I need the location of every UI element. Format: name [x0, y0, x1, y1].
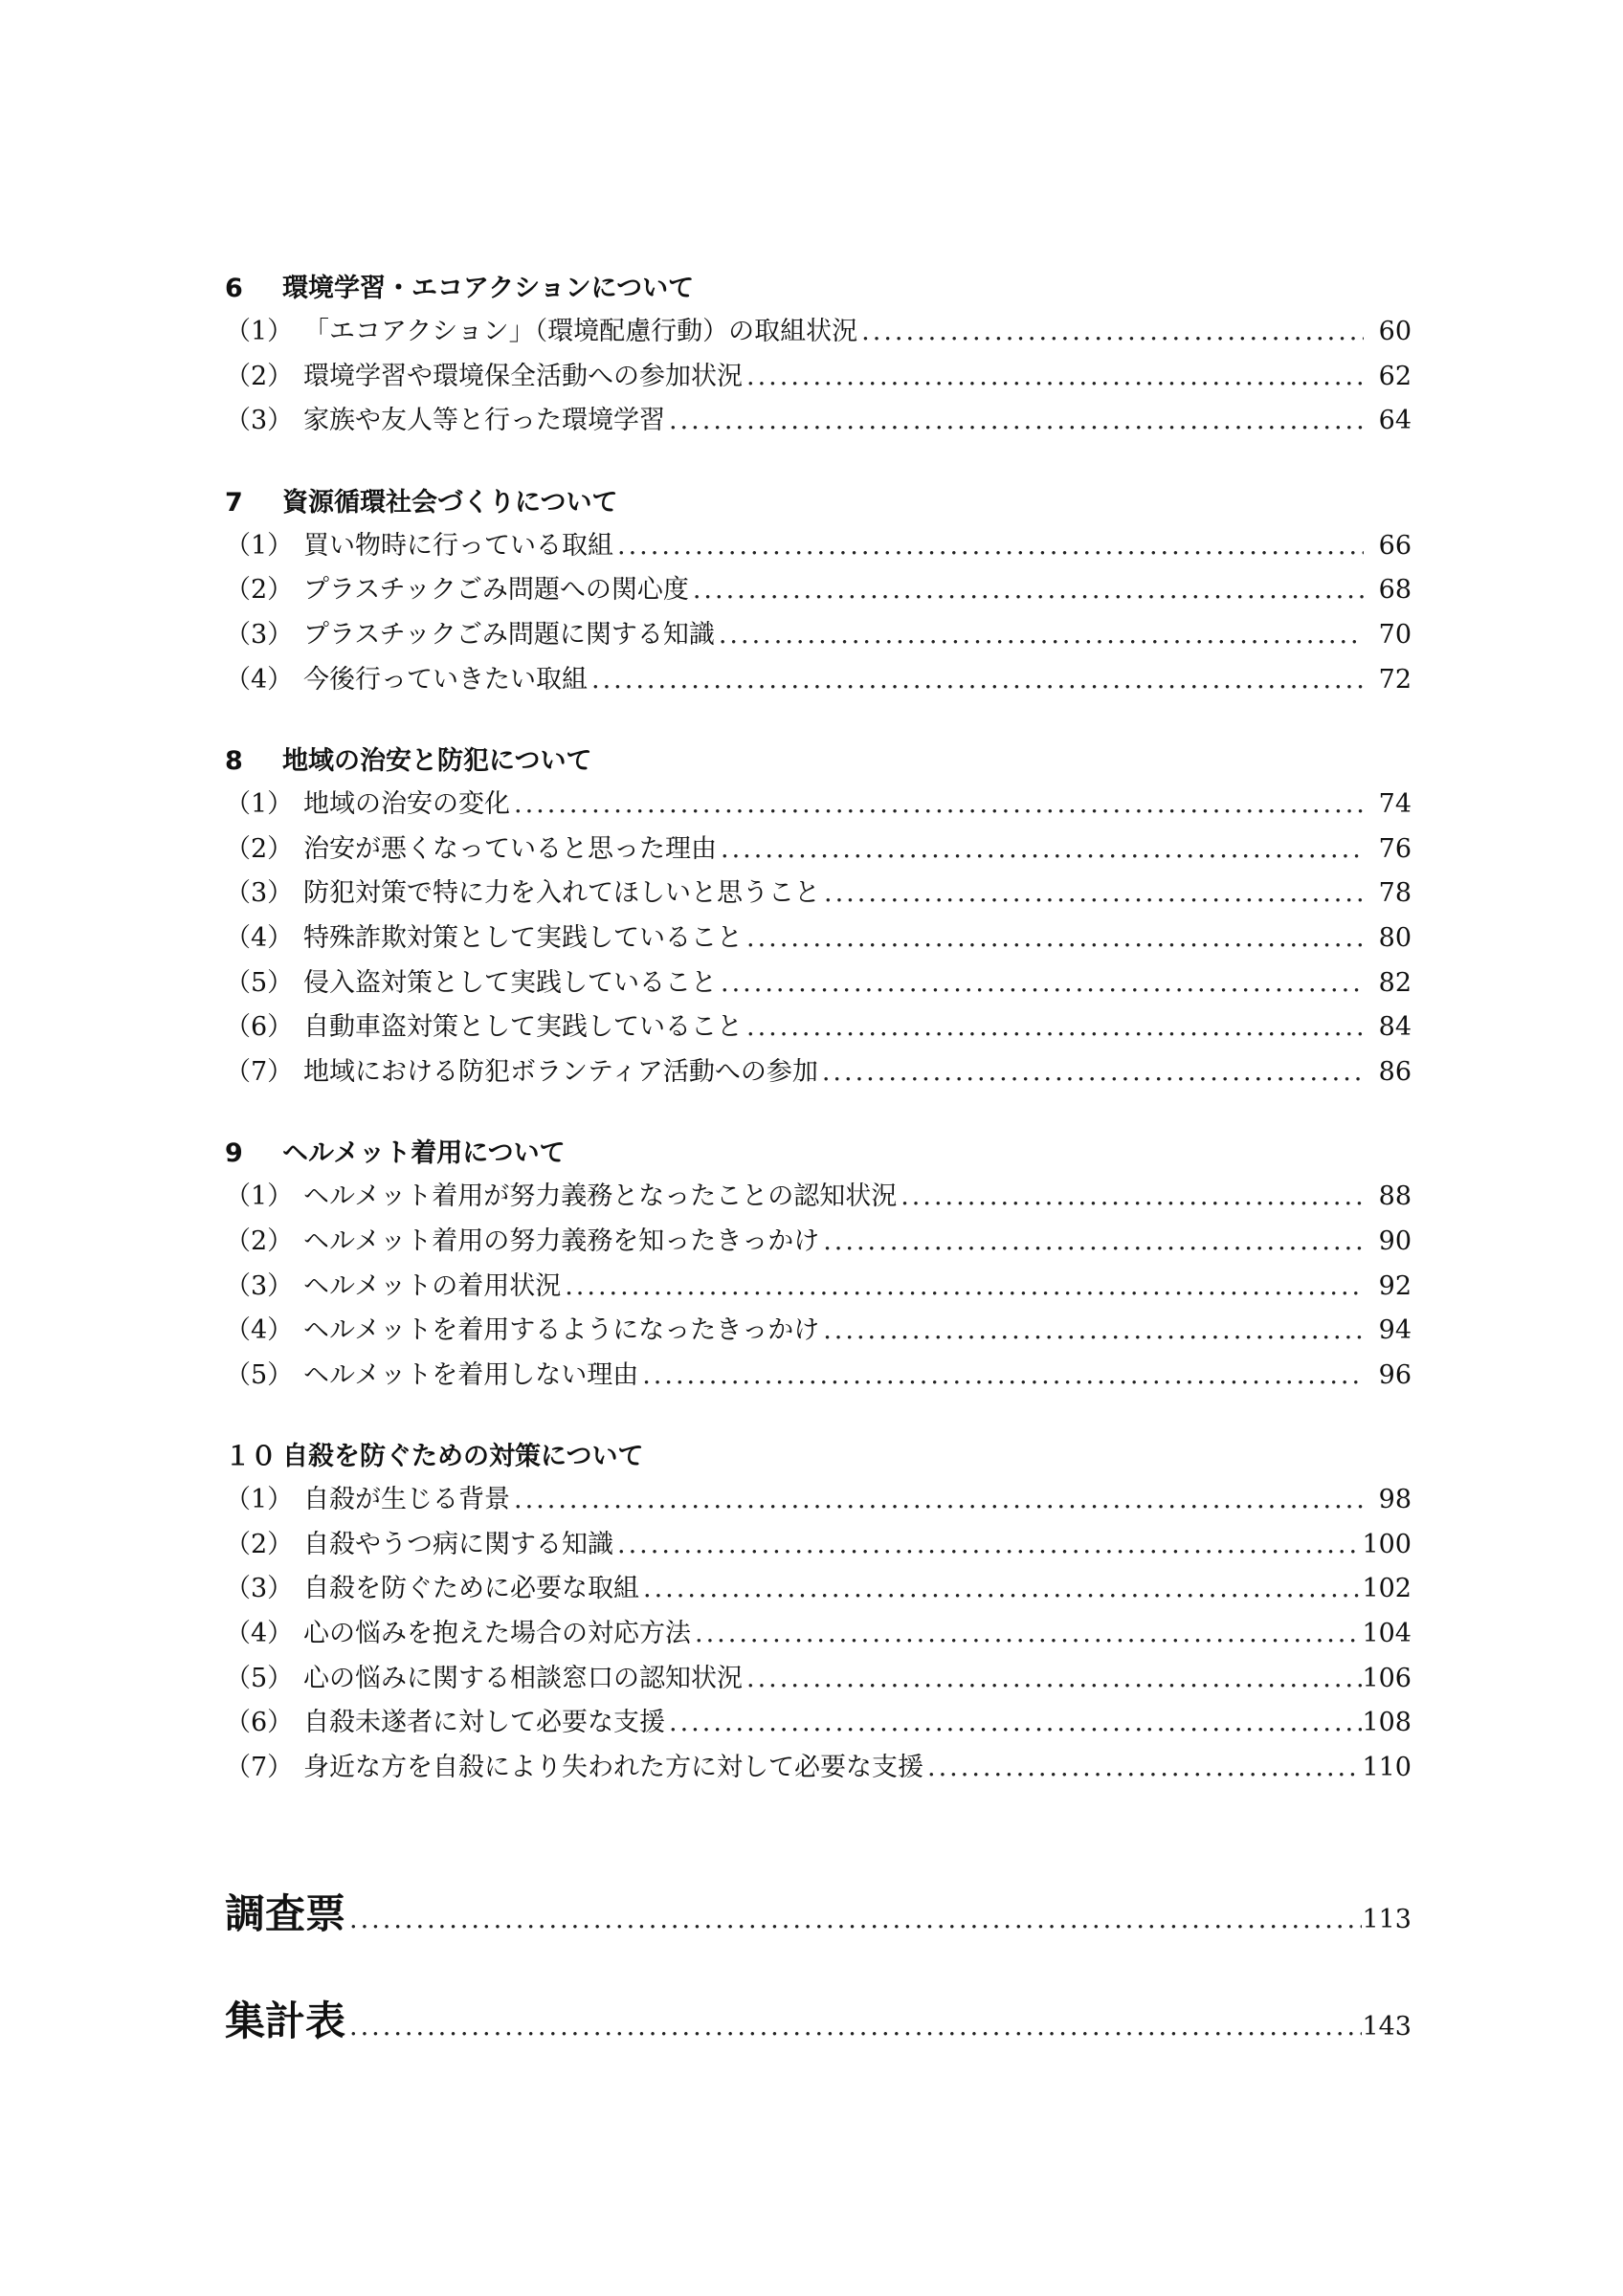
entry-title: 自殺を防ぐために必要な取組	[303, 1574, 639, 1604]
entry-number: （1）	[225, 789, 294, 820]
toc-section	[225, 1133, 1412, 1398]
dot-leader	[717, 828, 1364, 872]
dot-leader	[639, 1567, 1362, 1612]
dot-leader	[923, 1746, 1362, 1791]
toc-entry[interactable]	[225, 1612, 1412, 1657]
entry-title: 治安が悪くなっていると思った理由	[303, 833, 717, 864]
dot-leader	[717, 961, 1364, 1006]
appendix-entries	[225, 1861, 1412, 2075]
entry-number: （4）	[225, 1619, 294, 1649]
entry-page-number: 72	[1378, 664, 1412, 695]
entry-page-number: 110	[1362, 1752, 1412, 1782]
entry-number: （3）	[225, 1574, 294, 1604]
toc-entry[interactable]	[225, 1523, 1412, 1568]
section-number: 8	[225, 746, 243, 777]
appendix-entry[interactable]	[225, 1861, 1412, 1968]
dot-leader	[638, 1354, 1364, 1399]
entry-number: （7）	[225, 1056, 294, 1087]
entry-page-number: 100	[1362, 1529, 1412, 1559]
entry-page-number: 76	[1378, 833, 1412, 864]
entry-number: （2）	[225, 1225, 294, 1256]
appendix-entry[interactable]	[225, 1968, 1412, 2075]
dot-leader	[613, 524, 1364, 569]
toc-entry[interactable]	[225, 1746, 1412, 1791]
appendix-title: 集計表	[225, 1998, 346, 2044]
entry-title: 買い物時に行っている取組	[303, 530, 613, 561]
dot-leader	[510, 1478, 1364, 1523]
entry-page-number: 92	[1378, 1270, 1412, 1301]
toc-entry[interactable]	[225, 568, 1412, 613]
entry-page-number: 108	[1362, 1708, 1412, 1738]
entry-number: （4）	[225, 664, 294, 695]
toc-entry[interactable]	[225, 1175, 1412, 1220]
table-of-contents	[225, 268, 1412, 1828]
entry-title: 地域の治安の変化	[303, 789, 510, 820]
section-heading	[225, 482, 1412, 524]
dot-leader	[743, 355, 1364, 400]
entry-title: 侵入盗対策として実践していること	[303, 967, 717, 998]
dot-leader	[819, 1220, 1364, 1265]
entry-number: （5）	[225, 1359, 294, 1390]
entry-title: ヘルメット着用が努力義務となったことの認知状況	[303, 1181, 898, 1212]
toc-section	[225, 268, 1412, 444]
entry-title: 環境学習や環境保全活動への参加状況	[303, 361, 743, 391]
entry-page-number: 104	[1362, 1619, 1412, 1649]
dot-leader	[510, 783, 1364, 828]
entry-page-number: 66	[1378, 530, 1412, 561]
dot-leader	[691, 1612, 1362, 1657]
toc-entry[interactable]	[225, 1005, 1412, 1050]
entry-page-number: 86	[1378, 1056, 1412, 1087]
entry-number: （2）	[225, 833, 294, 864]
toc-entry[interactable]	[225, 399, 1412, 444]
entry-number: （2）	[225, 575, 294, 606]
dot-leader	[818, 1050, 1364, 1095]
entry-title: ヘルメットを着用するようになったきっかけ	[303, 1315, 820, 1346]
section-number: 7	[225, 487, 243, 518]
dot-leader	[743, 1657, 1362, 1702]
entry-page-number: 62	[1378, 361, 1412, 391]
section-number: 9	[225, 1138, 243, 1169]
toc-entry[interactable]	[225, 872, 1412, 916]
entry-page-number: 98	[1378, 1485, 1412, 1515]
entry-number: （2）	[225, 1529, 294, 1559]
entry-number: （5）	[225, 967, 294, 998]
entry-number: （1）	[225, 1485, 294, 1515]
toc-entry[interactable]	[225, 1567, 1412, 1612]
dot-leader	[345, 1974, 1362, 2081]
toc-entry[interactable]	[225, 1309, 1412, 1354]
section-title: ヘルメット着用について	[282, 1138, 566, 1169]
dot-leader	[665, 399, 1364, 444]
entry-title: 自殺未遂者に対して必要な支援	[303, 1708, 665, 1738]
dot-leader	[561, 1265, 1364, 1310]
entry-title: 特殊詐欺対策として実践していること	[303, 922, 743, 953]
toc-section	[225, 482, 1412, 702]
section-heading	[225, 268, 1412, 310]
entry-page-number: 68	[1378, 575, 1412, 606]
toc-entry[interactable]	[225, 613, 1412, 658]
entry-page-number: 80	[1378, 922, 1412, 953]
dot-leader	[715, 613, 1364, 658]
entry-title: 身近な方を自殺により失われた方に対して必要な支援	[303, 1752, 923, 1782]
entry-number: （4）	[225, 922, 294, 953]
section-title: 地域の治安と防犯について	[282, 746, 592, 777]
toc-entry[interactable]	[225, 828, 1412, 872]
entry-number: （1）	[225, 530, 294, 561]
toc-entry[interactable]	[225, 1265, 1412, 1310]
entry-title: 「エコアクション」（環境配慮行動）の取組状況	[303, 317, 858, 346]
dot-leader	[743, 1005, 1364, 1050]
toc-entry[interactable]	[225, 1701, 1412, 1746]
entry-page-number: 84	[1378, 1012, 1412, 1043]
entry-page-number: 88	[1378, 1181, 1412, 1212]
entry-page-number: 96	[1378, 1359, 1412, 1390]
entry-number: （3）	[225, 619, 294, 650]
entry-title: 心の悩みを抱えた場合の対応方法	[303, 1619, 691, 1649]
entry-title: 自殺やうつ病に関する知識	[303, 1529, 613, 1559]
entry-title: 自殺が生じる背景	[303, 1485, 510, 1515]
toc-section	[225, 740, 1412, 1094]
entry-page-number: 106	[1362, 1663, 1412, 1693]
section-heading	[225, 1133, 1412, 1175]
dot-leader	[689, 568, 1364, 613]
entry-page-number: 60	[1378, 317, 1412, 346]
toc-entry[interactable]	[225, 658, 1412, 703]
entry-number: （3）	[225, 406, 294, 436]
dot-leader	[588, 658, 1364, 703]
toc-entry[interactable]	[225, 961, 1412, 1006]
entry-number: （4）	[225, 1315, 294, 1346]
entry-page-number: 90	[1378, 1225, 1412, 1256]
entry-page-number: 82	[1378, 967, 1412, 998]
toc-entry[interactable]	[225, 916, 1412, 961]
dot-leader	[819, 1309, 1364, 1354]
entry-title: ヘルメットの着用状況	[303, 1270, 562, 1301]
appendix-title: 調査票	[225, 1890, 346, 1937]
section-title: 自殺を防ぐための対策について	[282, 1442, 644, 1472]
toc-entry[interactable]	[225, 1657, 1412, 1702]
entry-number: （3）	[225, 878, 294, 909]
toc-entry[interactable]	[225, 524, 1412, 569]
entry-page-number: 78	[1378, 878, 1412, 909]
entry-title: ヘルメットを着用しない理由	[303, 1359, 639, 1390]
entry-page-number: 64	[1378, 406, 1412, 436]
entry-number: （1）	[225, 317, 294, 346]
entry-number: （1）	[225, 1181, 294, 1212]
entry-number: （7）	[225, 1752, 294, 1782]
entry-title: 地域における防犯ボランティア活動への参加	[303, 1056, 818, 1087]
entry-title: 心の悩みに関する相談窓口の認知状況	[303, 1663, 743, 1693]
toc-section	[225, 1436, 1412, 1790]
entry-page-number: 70	[1378, 619, 1412, 650]
toc-entry[interactable]	[225, 1220, 1412, 1265]
entry-title: プラスチックごみ問題に関する知識	[303, 619, 715, 650]
entry-title: 今後行っていきたい取組	[303, 664, 588, 695]
entry-number: （3）	[225, 1270, 294, 1301]
section-title: 環境学習・エコアクションについて	[282, 274, 695, 303]
section-title: 資源循環社会づくりについて	[282, 487, 618, 518]
section-heading	[225, 1436, 1412, 1478]
appendix-page-number: 113	[1362, 1905, 1412, 1934]
toc-entry[interactable]	[225, 1478, 1412, 1523]
entry-number: （6）	[225, 1012, 294, 1043]
dot-leader	[613, 1523, 1362, 1568]
section-number: １０	[225, 1442, 277, 1472]
dot-leader	[857, 310, 1364, 355]
entry-page-number: 102	[1362, 1574, 1412, 1604]
toc-entry[interactable]	[225, 783, 1412, 828]
entry-title: 自動車盗対策として実践していること	[303, 1012, 743, 1043]
toc-entry[interactable]	[225, 1050, 1412, 1095]
entry-title: 防犯対策で特に力を入れてほしいと思うこと	[303, 878, 820, 909]
entry-number: （6）	[225, 1708, 294, 1738]
entry-page-number: 74	[1378, 789, 1412, 820]
section-number: 6	[225, 274, 243, 303]
section-heading	[225, 740, 1412, 783]
entry-number: （2）	[225, 361, 294, 391]
entry-title: ヘルメット着用の努力義務を知ったきっかけ	[303, 1225, 820, 1256]
toc-entry[interactable]	[225, 310, 1412, 355]
entry-number: （5）	[225, 1663, 294, 1693]
toc-entry[interactable]	[225, 355, 1412, 400]
dot-leader	[665, 1701, 1362, 1746]
entry-page-number: 94	[1378, 1315, 1412, 1346]
dot-leader	[345, 1866, 1362, 1974]
dot-leader	[743, 916, 1364, 961]
entry-title: 家族や友人等と行った環境学習	[303, 406, 665, 436]
dot-leader	[820, 872, 1364, 916]
dot-leader	[897, 1175, 1364, 1220]
appendix-page-number: 143	[1362, 2012, 1412, 2042]
entry-title: プラスチックごみ問題への関心度	[303, 575, 689, 606]
toc-entry[interactable]	[225, 1354, 1412, 1399]
